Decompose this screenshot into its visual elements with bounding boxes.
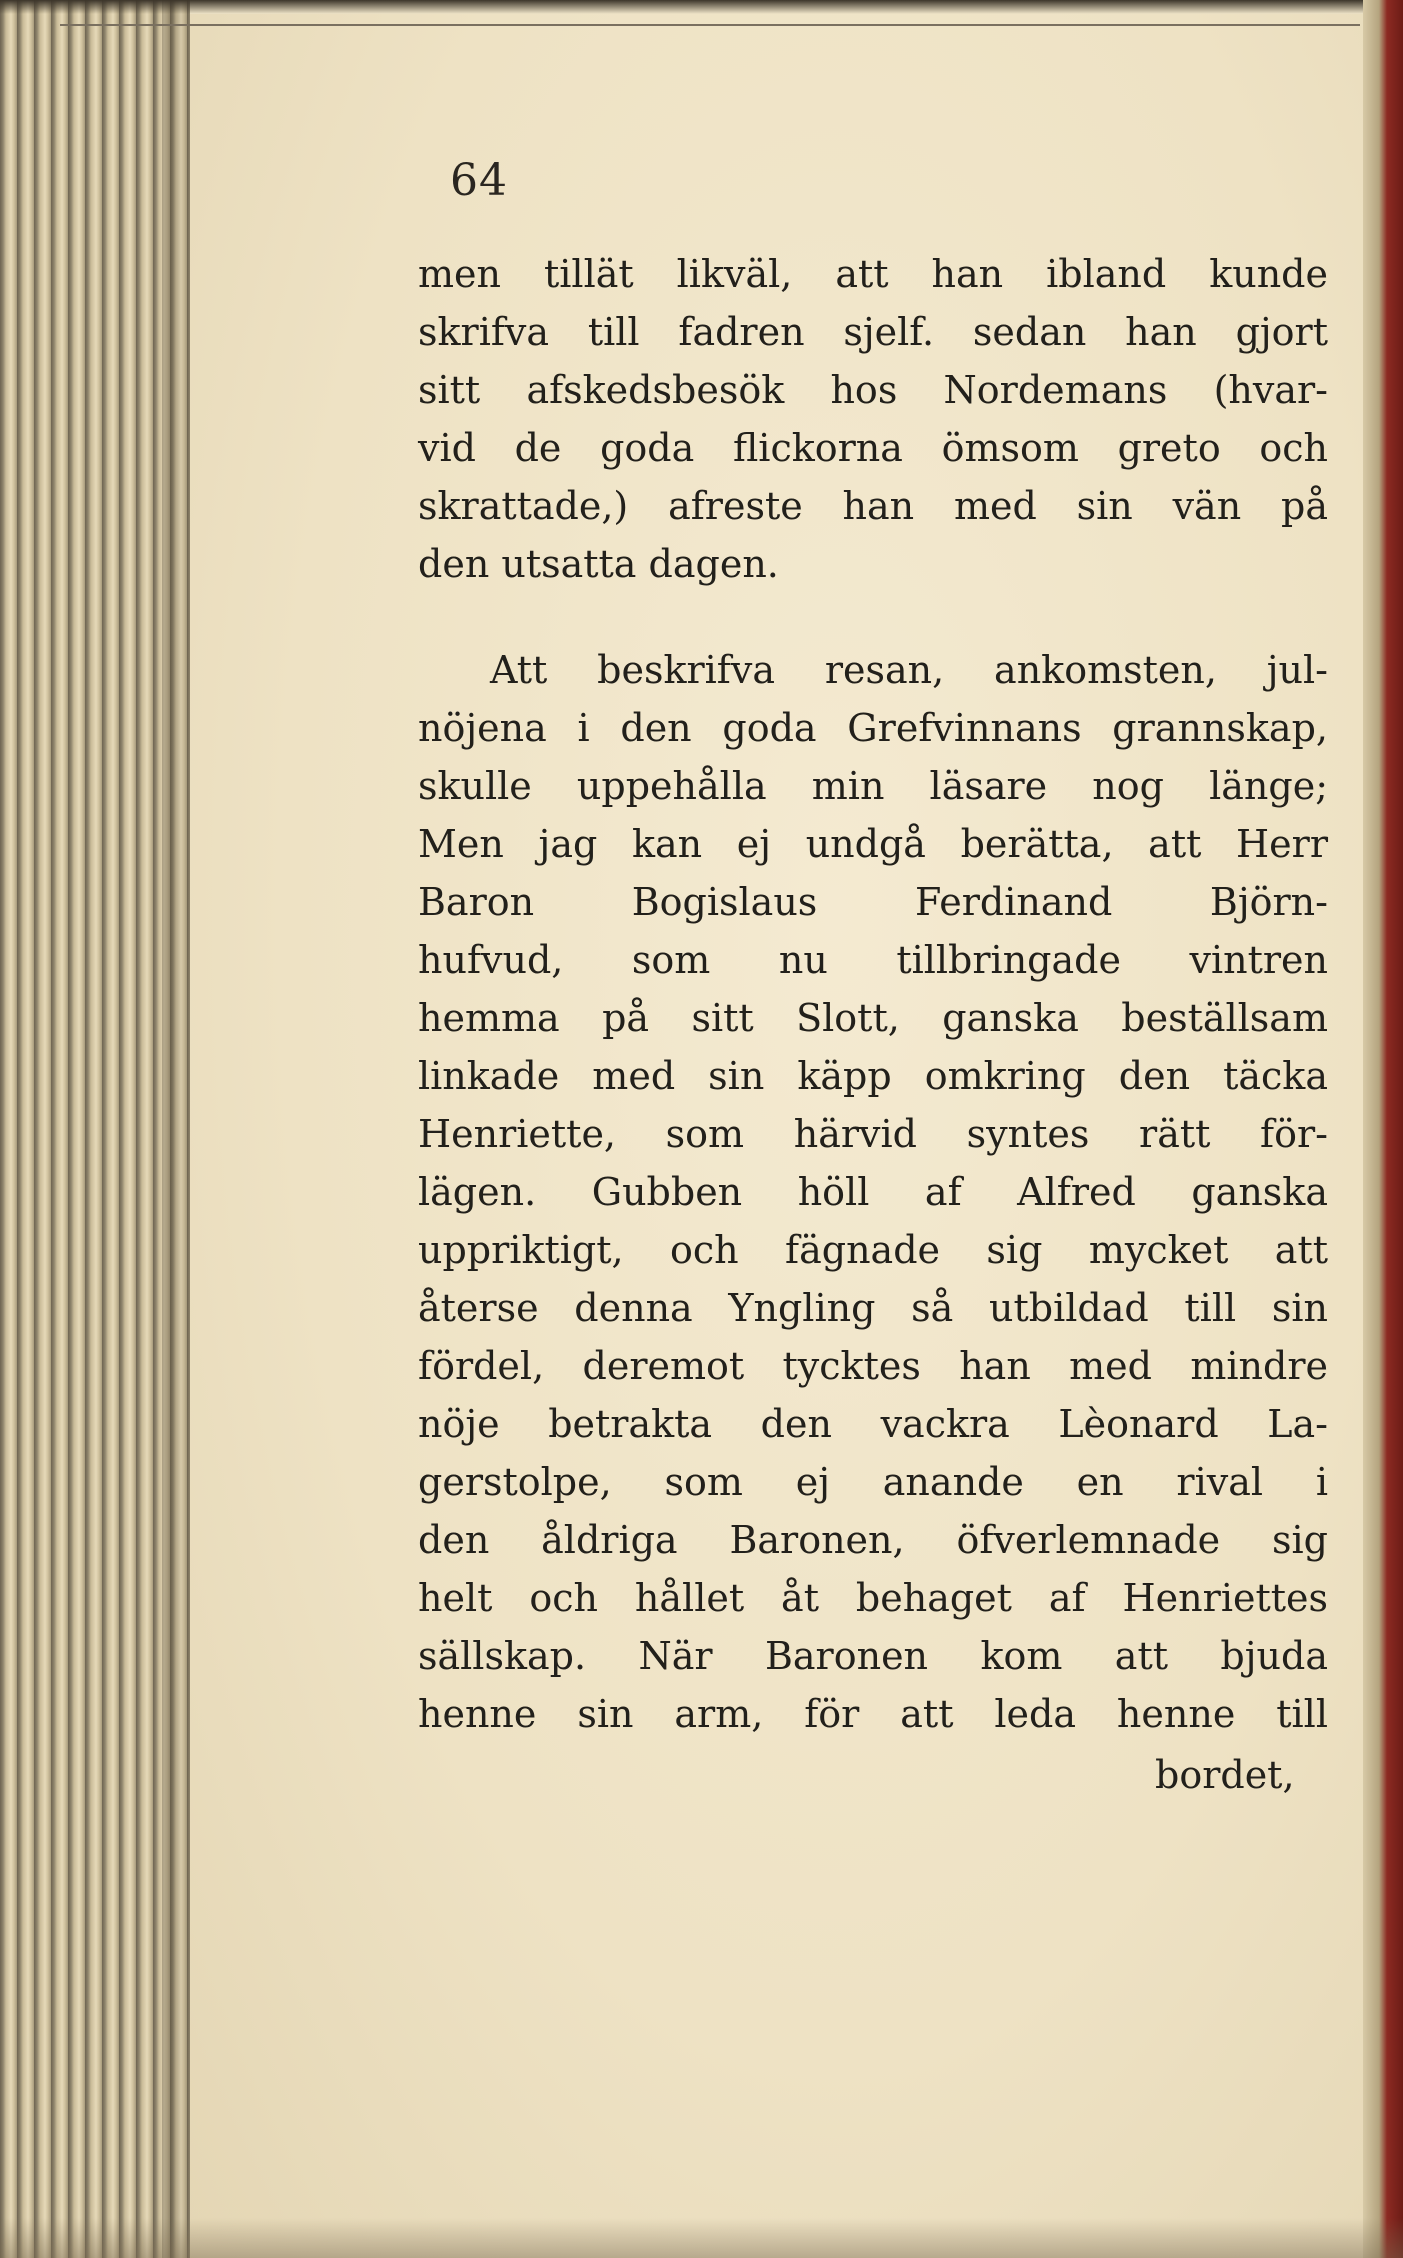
text-line: den utsatta dagen.	[418, 542, 779, 586]
text-line: återse denna Yngling så utbildad till sin	[418, 1286, 1328, 1330]
text-line: Henriette, som härvid syntes rätt för-	[418, 1112, 1328, 1156]
text-line: skulle uppehålla min läsare nog länge;	[418, 764, 1328, 808]
text-line: linkade med sin käpp omkring den täcka	[418, 1054, 1328, 1098]
top-rule	[60, 24, 1360, 26]
text-line: skrattade,) afreste han med sin vän på	[418, 484, 1328, 528]
text-line: nöje betrakta den vackra Lèonard La-	[418, 1402, 1328, 1446]
text-line: gerstolpe, som ej anande en rival i	[418, 1460, 1328, 1504]
text-line: sitt afskedsbesök hos Nordemans (hvar-	[418, 368, 1328, 412]
text-line: hemma på sitt Slott, ganska beställsam	[418, 996, 1328, 1040]
body-text	[418, 245, 1328, 1743]
text-line: fördel, deremot tycktes han med mindre	[418, 1344, 1328, 1388]
book-page-stack	[0, 0, 190, 2258]
text-line: henne sin arm, för att leda henne till	[418, 1692, 1328, 1736]
text-line: hufvud, som nu tillbringade vintren	[418, 938, 1328, 982]
catchword: bordet,	[1155, 1753, 1295, 1797]
text-line: skrifva till fadren sjelf. sedan han gjort	[418, 310, 1328, 354]
text-line: men tillät likväl, att han ibland kunde	[418, 252, 1328, 296]
text-line: Att beskrifva resan, ankomsten, jul-	[490, 648, 1328, 692]
text-line: sällskap. När Baronen kom att bjuda	[418, 1634, 1328, 1678]
book-right-edge	[1363, 0, 1403, 2258]
text-line: Men jag kan ej undgå berätta, att Herr	[418, 822, 1328, 866]
text-line: uppriktigt, och fägnade sig mycket att	[418, 1228, 1328, 1272]
text-line: vid de goda flickorna ömsom greto och	[418, 426, 1328, 470]
text-line: Baron Bogislaus Ferdinand Björn-	[418, 880, 1328, 924]
page-number: 64	[450, 155, 508, 206]
text-line: helt och hållet åt behaget af Henriettes	[418, 1576, 1328, 1620]
paragraph-gap	[418, 593, 1328, 641]
text-line: lägen. Gubben höll af Alfred ganska	[418, 1170, 1328, 1214]
bottom-shade	[0, 2218, 1403, 2258]
top-shadow	[0, 0, 1403, 14]
text-line: nöjena i den goda Grefvinnans grannskap,	[418, 706, 1328, 750]
text-line: den åldriga Baronen, öfverlemnade sig	[418, 1518, 1328, 1562]
